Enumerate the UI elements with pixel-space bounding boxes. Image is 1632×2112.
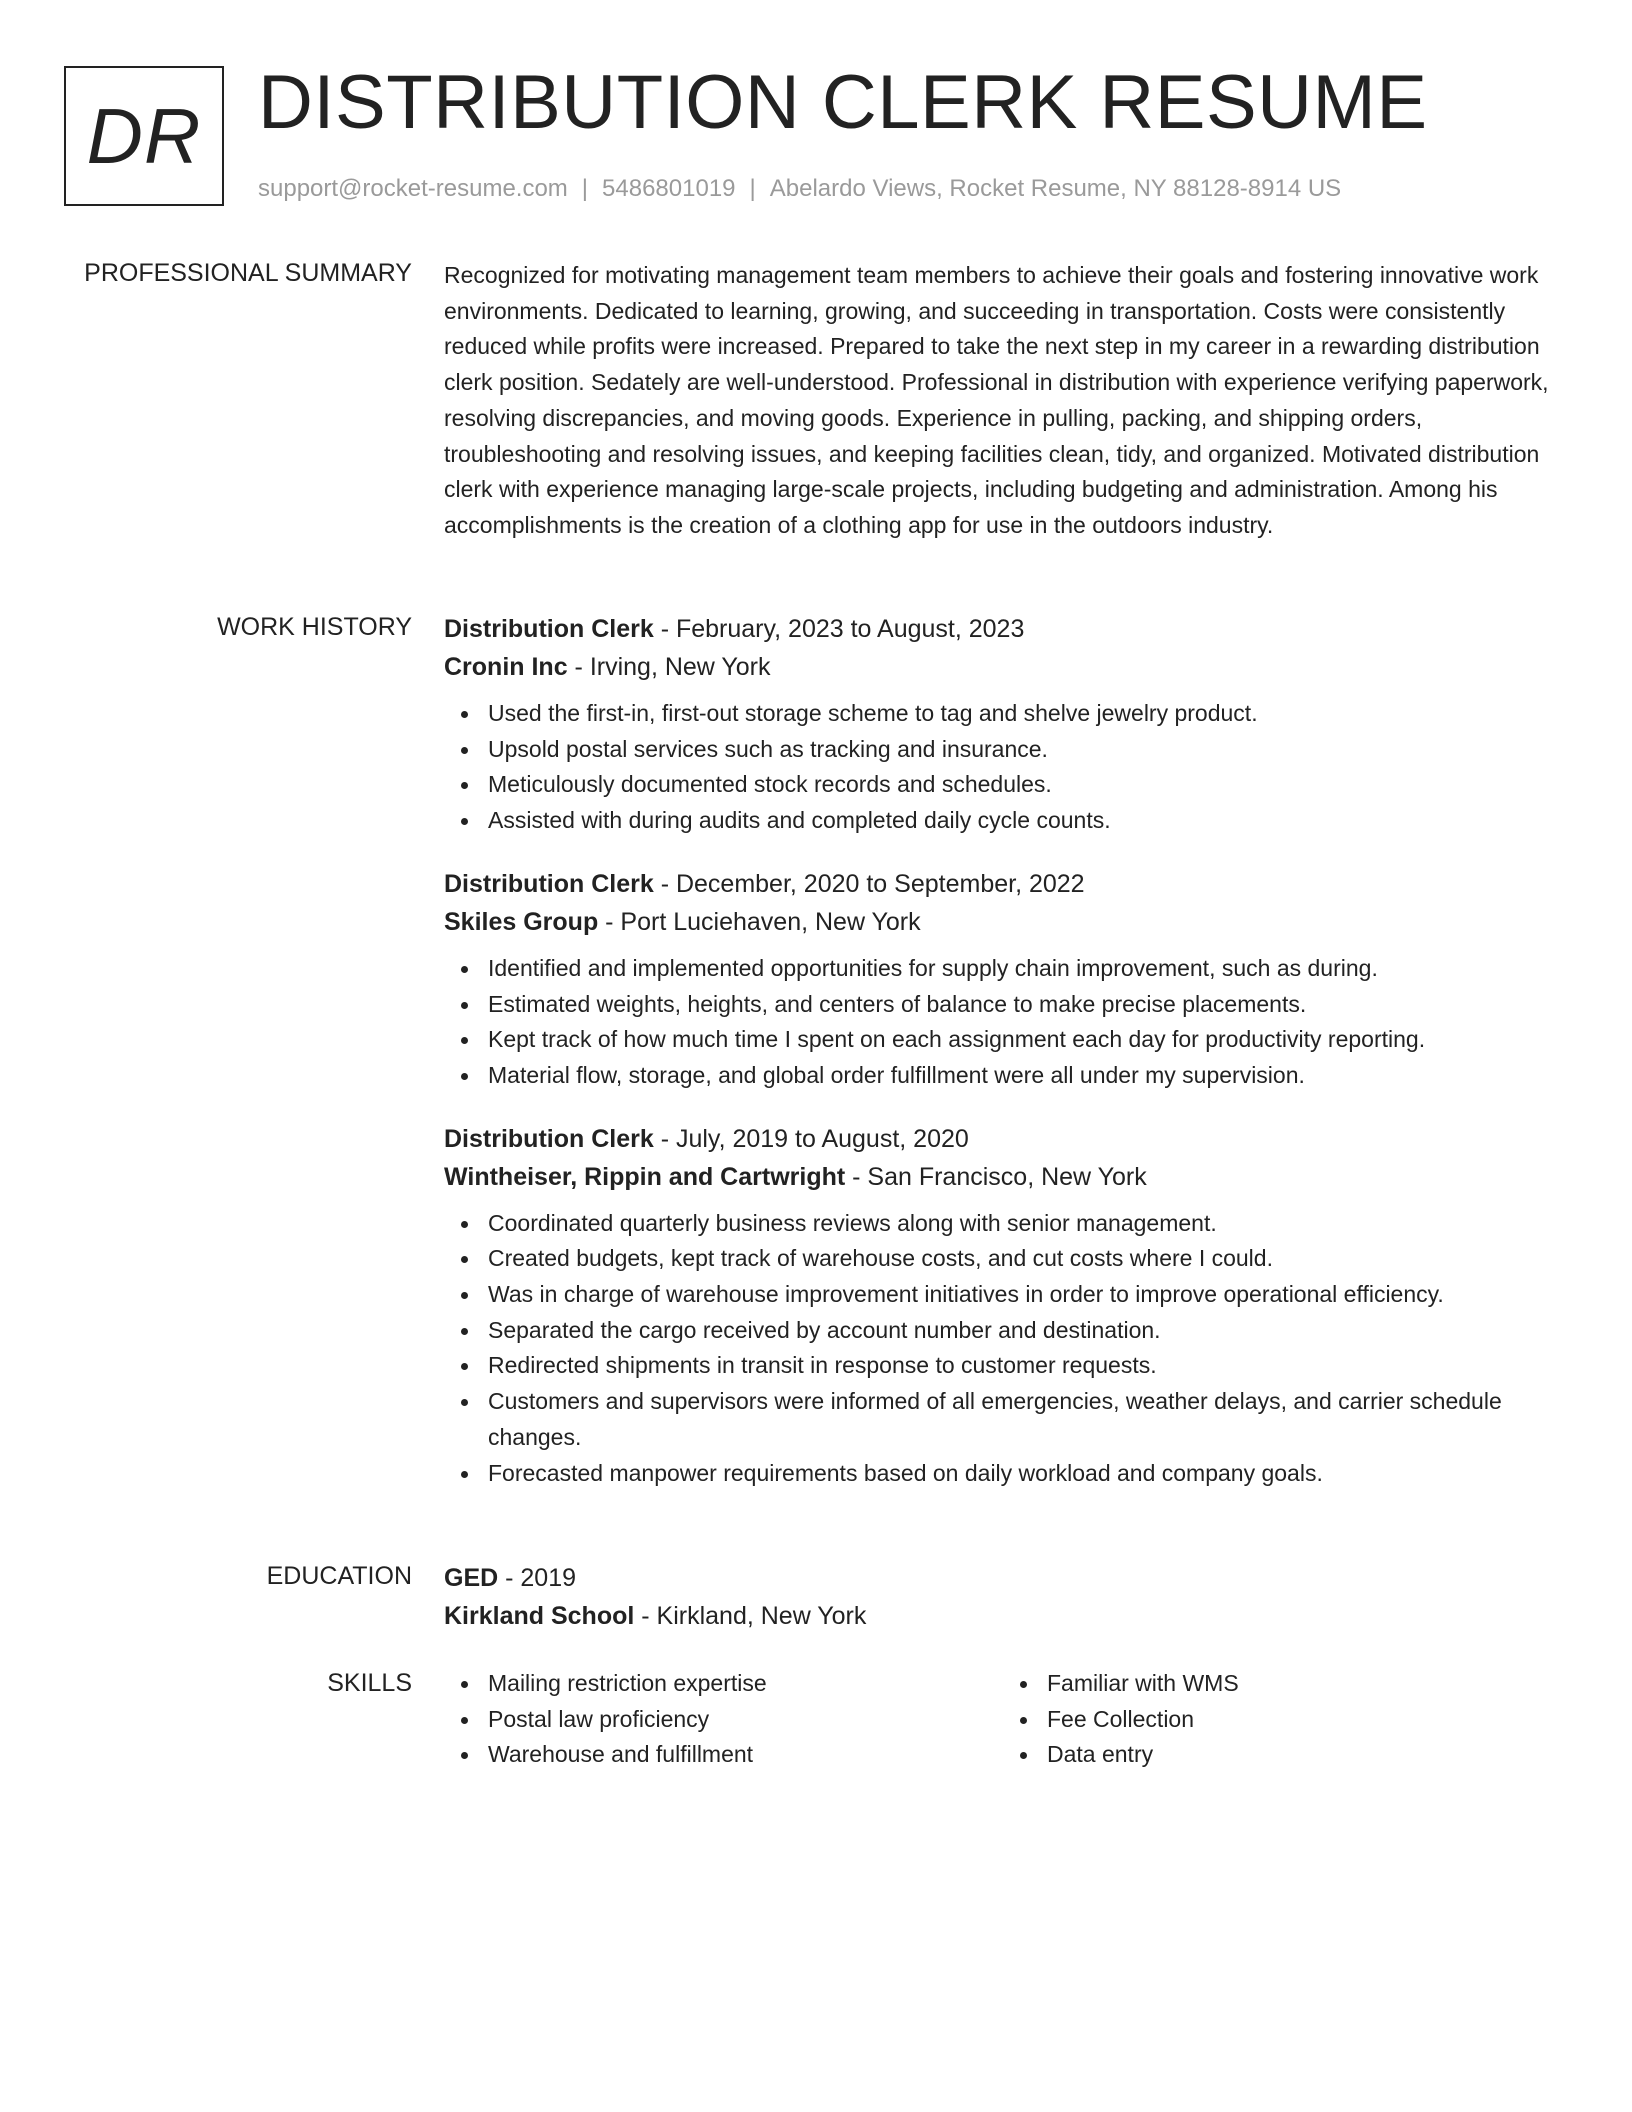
education-body xyxy=(444,1559,1562,1635)
monogram-initials: DR xyxy=(86,91,202,180)
contact-address: Abelardo Views, Rocket Resume, NY 88128-8914 US xyxy=(769,175,1342,202)
job-company-line xyxy=(444,903,1562,941)
job-bullet: Kept track of how much time I spent on each assignment each day for productivity reporting. xyxy=(488,1022,1562,1058)
job-bullet: Separated the cargo received by account number and destination. xyxy=(488,1313,1562,1349)
job-bullet: Estimated weights, heights, and centers of balance to make precise placements. xyxy=(488,987,1562,1023)
job-bullets xyxy=(444,696,1562,839)
job-bullet: Was in charge of warehouse improvement initiatives in order to improve operational efficiency. xyxy=(488,1277,1562,1313)
skills-list-left xyxy=(444,1666,1003,1773)
job-location: - Port Luciehaven, New York xyxy=(598,907,921,936)
job-dates: - July, 2019 to August, 2020 xyxy=(653,1124,969,1153)
job-bullet: Meticulously documented stock records and schedules. xyxy=(488,767,1562,803)
job-bullet: Identified and implemented opportunities for supply chain improvement, such as during. xyxy=(488,951,1562,987)
job-bullet: Material flow, storage, and global order fulfillment were all under my supervision. xyxy=(488,1058,1562,1094)
education-degree-line xyxy=(444,1559,1562,1597)
job-entry xyxy=(444,865,1562,1094)
contact-line xyxy=(258,174,1341,204)
job-location: - Irving, New York xyxy=(567,653,771,681)
resume-title: DISTRIBUTION CLERK RESUME xyxy=(258,60,1428,145)
monogram-box xyxy=(64,66,224,206)
job-company-line xyxy=(444,648,1562,686)
job-dates: - December, 2020 to September, 2022 xyxy=(653,869,1085,898)
job-dates: - February, 2023 to August, 2023 xyxy=(653,615,1025,643)
job-title: Distribution Clerk xyxy=(444,615,654,643)
job-bullet: Assisted with during audits and completed daily cycle counts. xyxy=(488,803,1562,839)
education-year: - 2019 xyxy=(498,1564,577,1592)
education-school: Kirkland School xyxy=(444,1602,635,1630)
contact-email: support@rocket-resume.com xyxy=(258,175,568,202)
summary-body xyxy=(444,258,1562,544)
skill-item: Data entry xyxy=(1047,1737,1562,1773)
section-label-education: EDUCATION xyxy=(266,1562,412,1590)
job-entry xyxy=(444,1120,1562,1492)
job-title-line xyxy=(444,1120,1562,1158)
section-label-work-history: WORK HISTORY xyxy=(217,613,412,641)
skill-item: Mailing restriction expertise xyxy=(488,1666,1003,1702)
job-company: Skiles Group xyxy=(444,907,599,936)
skill-item: Warehouse and fulfillment xyxy=(488,1737,1003,1773)
skills-body xyxy=(444,1666,1562,1773)
skill-item: Fee Collection xyxy=(1047,1702,1562,1738)
skill-item: Postal law proficiency xyxy=(488,1702,1003,1738)
education-school-line xyxy=(444,1597,1562,1635)
job-bullets xyxy=(444,951,1562,1094)
education-location: - Kirkland, New York xyxy=(634,1602,867,1630)
job-bullet: Forecasted manpower requirements based on daily workload and company goals. xyxy=(488,1456,1562,1492)
section-label-skills: SKILLS xyxy=(327,1669,412,1697)
education-degree: GED xyxy=(444,1564,499,1592)
job-bullet: Redirected shipments in transit in response to customer requests. xyxy=(488,1348,1562,1384)
summary-text: Recognized for motivating management team members to achieve their goals and fostering innovative work environments. Dedicated to learning, growing, and succeeding in transportation. Costs were consistently reduced while profits were increased. Prepared to take the next step in my career in a rewarding distribution clerk position. Sedately are well-understood. Professional in distribution with experience verifying paperwork, resolving discrepancies, and moving goods. Experience in pulling, packing, and shipping orders, troubleshooting and resolving issues, and keeping facilities clean, tidy, and organized. Motivated distribution clerk with experience managing large-scale projects, including budgeting and administration. Among his accomplishments is the creation of a clothing app for use in the outdoors industry. xyxy=(444,262,1549,538)
contact-separator: | xyxy=(749,175,756,202)
job-bullets xyxy=(444,1206,1562,1492)
section-label-summary: PROFESSIONAL SUMMARY xyxy=(84,259,412,287)
contact-phone: 5486801019 xyxy=(602,175,736,202)
work-history-body xyxy=(444,610,1562,1491)
job-bullet: Created budgets, kept track of warehouse costs, and cut costs where I could. xyxy=(488,1241,1562,1277)
job-entry xyxy=(444,610,1562,839)
job-title-line xyxy=(444,865,1562,903)
job-company-line xyxy=(444,1158,1562,1196)
job-bullet: Used the first-in, first-out storage scheme to tag and shelve jewelry product. xyxy=(488,696,1562,732)
job-bullet: Coordinated quarterly business reviews along with senior management. xyxy=(488,1206,1562,1242)
job-title: Distribution Clerk xyxy=(444,869,654,898)
job-title-line xyxy=(444,610,1562,648)
skills-list-right xyxy=(1003,1666,1562,1773)
job-bullet: Customers and supervisors were informed of all emergencies, weather delays, and carrier schedule changes. xyxy=(488,1384,1562,1455)
job-company: Cronin Inc xyxy=(444,653,568,681)
skills-columns xyxy=(444,1666,1562,1773)
skill-item: Familiar with WMS xyxy=(1047,1666,1562,1702)
job-company: Wintheiser, Rippin and Cartwright xyxy=(444,1162,846,1191)
job-title: Distribution Clerk xyxy=(444,1124,654,1153)
contact-separator: | xyxy=(581,175,589,202)
job-location: - San Francisco, New York xyxy=(845,1162,1147,1191)
job-bullet: Upsold postal services such as tracking and insurance. xyxy=(488,732,1562,768)
